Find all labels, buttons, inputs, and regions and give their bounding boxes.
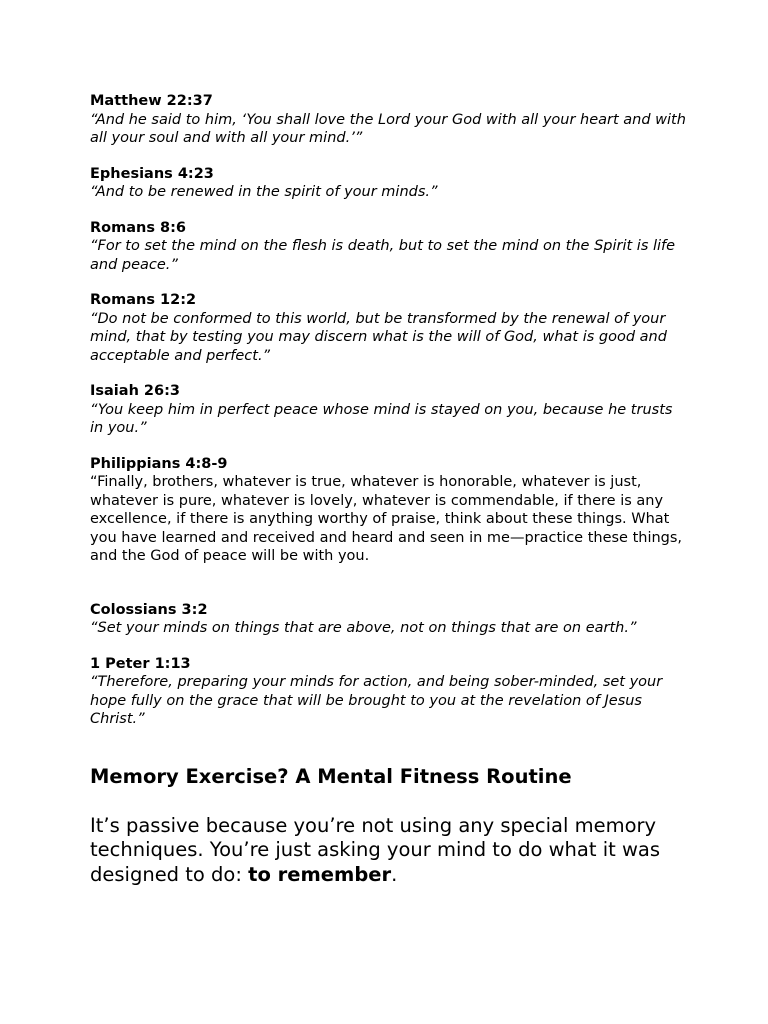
section-heading: Memory Exercise? A Mental Fitness Routine (90, 764, 572, 788)
verse-block (90, 165, 690, 202)
paragraph-emphasis: to remember (248, 862, 392, 886)
verse-reference: Romans 12:2 (90, 292, 197, 308)
verse-block (90, 455, 690, 566)
verse-reference: Ephesians 4:23 (90, 165, 214, 182)
verse-reference: Philippians 4:8-9 (90, 455, 228, 472)
verse-block (90, 382, 690, 438)
paragraph-text: It’s passive because you’re not using any special memory techniques. You’re just asking your mind to do what it was designed to do: (90, 813, 661, 886)
paragraph-end: . (391, 862, 398, 886)
verse-block (90, 655, 690, 729)
verse-reference: Isaiah 26:3 (90, 383, 181, 399)
verse-text: “And to be renewed in the spirit of your minds.” (90, 184, 438, 200)
verse-text: “For to set the mind on the flesh is death, but to set the mind on the Spirit is life and peace.” (90, 238, 676, 273)
verse-text: “Therefore, preparing your minds for action, and being sober-minded, set your hope fully on the grace that will be brought to you at the revelation of Jesus Christ.” (90, 674, 663, 727)
verse-text: “And he said to him, ‘You shall love the Lord your God with all your heart and with all your soul and with all your mind.’” (90, 111, 686, 146)
verse-block (90, 92, 690, 148)
verse-reference: 1 Peter 1:13 (90, 655, 191, 672)
document-page (90, 92, 690, 887)
verse-text: “Set your minds on things that are above, not on things that are on earth.” (90, 620, 637, 636)
verse-text: “You keep him in perfect peace whose mind is stayed on you, because he trusts in you.” (90, 401, 673, 436)
verse-block (90, 601, 690, 638)
verse-text: “Do not be conformed to this world, but be transformed by the renewal of your mind, that by testing you may discern what is the will of God, what is good and acceptable and perfect.” (90, 310, 667, 364)
verse-reference: Colossians 3:2 (90, 601, 208, 618)
section-paragraph (90, 814, 690, 888)
verse-reference: Romans 8:6 (90, 219, 186, 236)
verse-block (90, 219, 690, 275)
verse-text: “Finally, brothers, whatever is true, whatever is honorable, whatever is just, whatever is pure, whatever is lovely, whatever is commendable, if there is any excellence, if there is anything worthy of praise, think about these things. What you have learned and received and heard and seen in me—practice these things, and the God of peace will be with you. (90, 474, 683, 564)
verse-block (90, 291, 690, 365)
verse-reference: Matthew 22:37 (90, 93, 213, 109)
